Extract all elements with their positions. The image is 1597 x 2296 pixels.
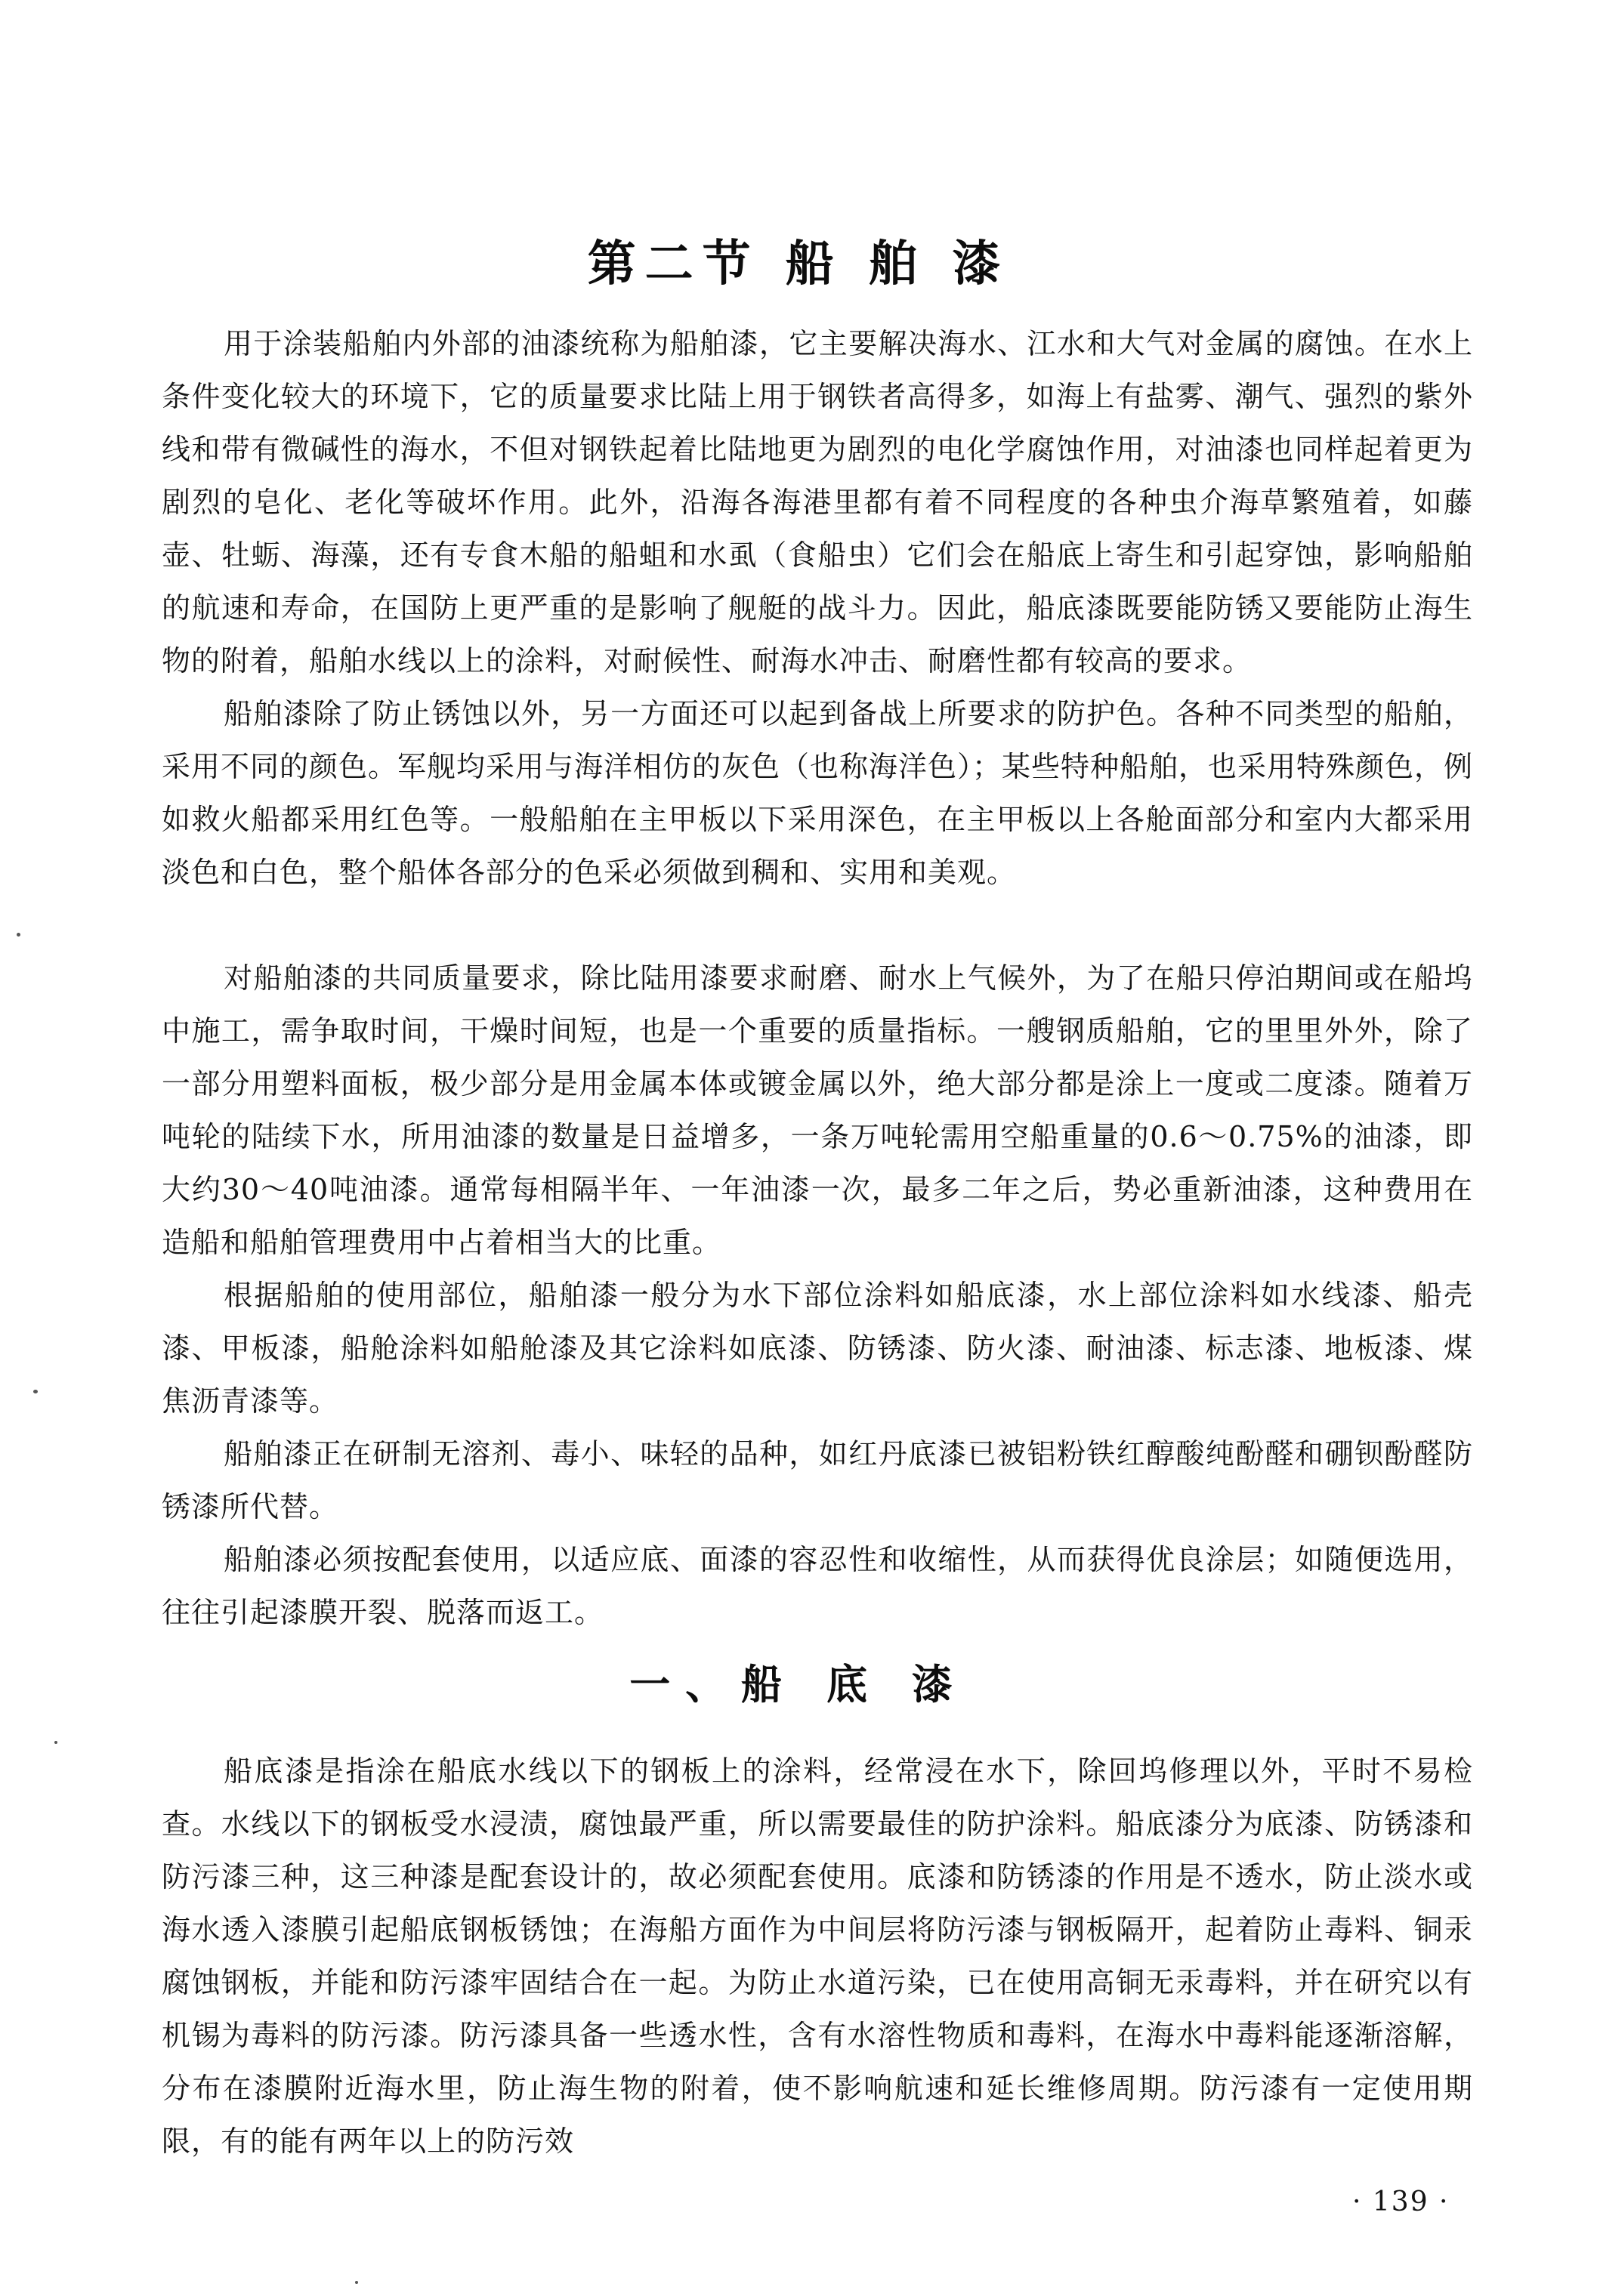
page-number: · 139 · (1352, 2186, 1450, 2217)
scan-speck (33, 1390, 38, 1393)
scan-speck (355, 2281, 358, 2284)
section-title: 第二节 船 舶 漆 (587, 236, 1010, 292)
subsection-paragraph-1: 船底漆是指涂在船底水线以下的钢板上的涂料，经常浸在水下，除回坞修理以外，平时不易检查。水线以下的钢板受水浸渍，腐蚀最严重，所以需要最佳的防护涂料。船底漆分为底漆、防锈漆和防污漆三种，这三种漆是配套设计的，故必须配套使用。底漆和防锈漆的作用是不透水，防止淡水或海水透入漆膜引起船底钢板锈蚀；在海船方面作为中间层将防污漆与钢板隔开，起着防止毒料、铜汞腐蚀钢板，并能和防污漆牢固结合在一起。为防止水道污染，已在使用高铜无汞毒料，并在研究以有机锡为毒料的防污漆。防污漆具备一些透水性，含有水溶性物质和毒料，在海水中毒料能逐渐溶解，分布在漆膜附近海水里，防止海生物的附着，使不影响航速和延长维修周期。防污漆有一定使用期限，有的能有两年以上的防污效 (162, 1754, 1473, 2158)
paragraph-4: 根据船舶的使用部位，船舶漆一般分为水下部位涂料如船底漆，水上部位涂料如水线漆、船壳漆、甲板漆，船舱涂料如船舱漆及其它涂料如底漆、防锈漆、防火漆、耐油漆、标志漆、地板漆、煤焦沥青漆等。 (162, 1279, 1473, 1418)
paragraph-5: 船舶漆正在研制无溶剂、毒小、味轻的品种，如红丹底漆已被铝粉铁红醇酸纯酚醛和硼钡酚醛防锈漆所代替。 (162, 1437, 1473, 1523)
scan-speck (17, 933, 20, 937)
paragraph-3: 对船舶漆的共同质量要求，除比陆用漆要求耐磨、耐水上气候外，为了在船只停泊期间或在船坞中施工，需争取时间，干燥时间短，也是一个重要的质量指标。一艘钢质船舶，它的里里外外，除了一部分用塑料面板，极少部分是用金属本体或镀金属以外，绝大部分都是涂上一度或二度漆。随着万吨轮的陆续下水，所用油漆的数量是日益增多，一条万吨轮需用空船重量的0.6～0.75%的油漆，即大约30～40吨油漆。通常每相隔半年、一年油漆一次，最多二年之后，势必重新油漆，这种费用在造船和船舶管理费用中占着相当大的比重。 (162, 961, 1473, 1259)
paragraph-2: 船舶漆除了防止锈蚀以外，另一方面还可以起到备战上所要求的防护色。各种不同类型的船舶，采用不同的颜色。军舰均采用与海洋相仿的灰色（也称海洋色）；某些特种船舶，也采用特殊颜色，例如救火船都采用红色等。一般船舶在主甲板以下采用深色，在主甲板以上各舱面部分和室内大都采用淡色和白色，整个船体各部分的色采必须做到稠和、实用和美观。 (162, 697, 1474, 889)
paragraph-1: 用于涂装船舶内外部的油漆统称为船舶漆，它主要解决海水、江水和大气对金属的腐蚀。在水上条件变化较大的环境下，它的质量要求比陆上用于钢铁者高得多，如海上有盐雾、潮气、强烈的紫外线和带有微碱性的海水，不但对钢铁起着比陆地更为剧烈的电化学腐蚀作用，对油漆也同样起着更为剧烈的皂化、老化等破坏作用。此外，沿海各海港里都有着不同程度的各种虫介海草繁殖着，如藤壶、牡蛎、海藻，还有专食木船的船蛆和水虱（食船虫）它们会在船底上寄生和引起穿蚀，影响船舶的航速和寿命，在国防上更严重的是影响了舰艇的战斗力。因此，船底漆既要能防锈又要能防止海生物的附着，船舶水线以上的涂料，对耐候性、耐海水冲击、耐磨性都有较高的要求。 (162, 327, 1473, 677)
paragraph-6: 船舶漆必须按配套使用，以适应底、面漆的容忍性和收缩性，从而获得优良涂层；如随便选用，往往引起漆膜开裂、脱落而返工。 (162, 1543, 1473, 1629)
scan-speck (54, 1741, 57, 1744)
subsection-title: 一、船 底 漆 (629, 1661, 968, 1708)
